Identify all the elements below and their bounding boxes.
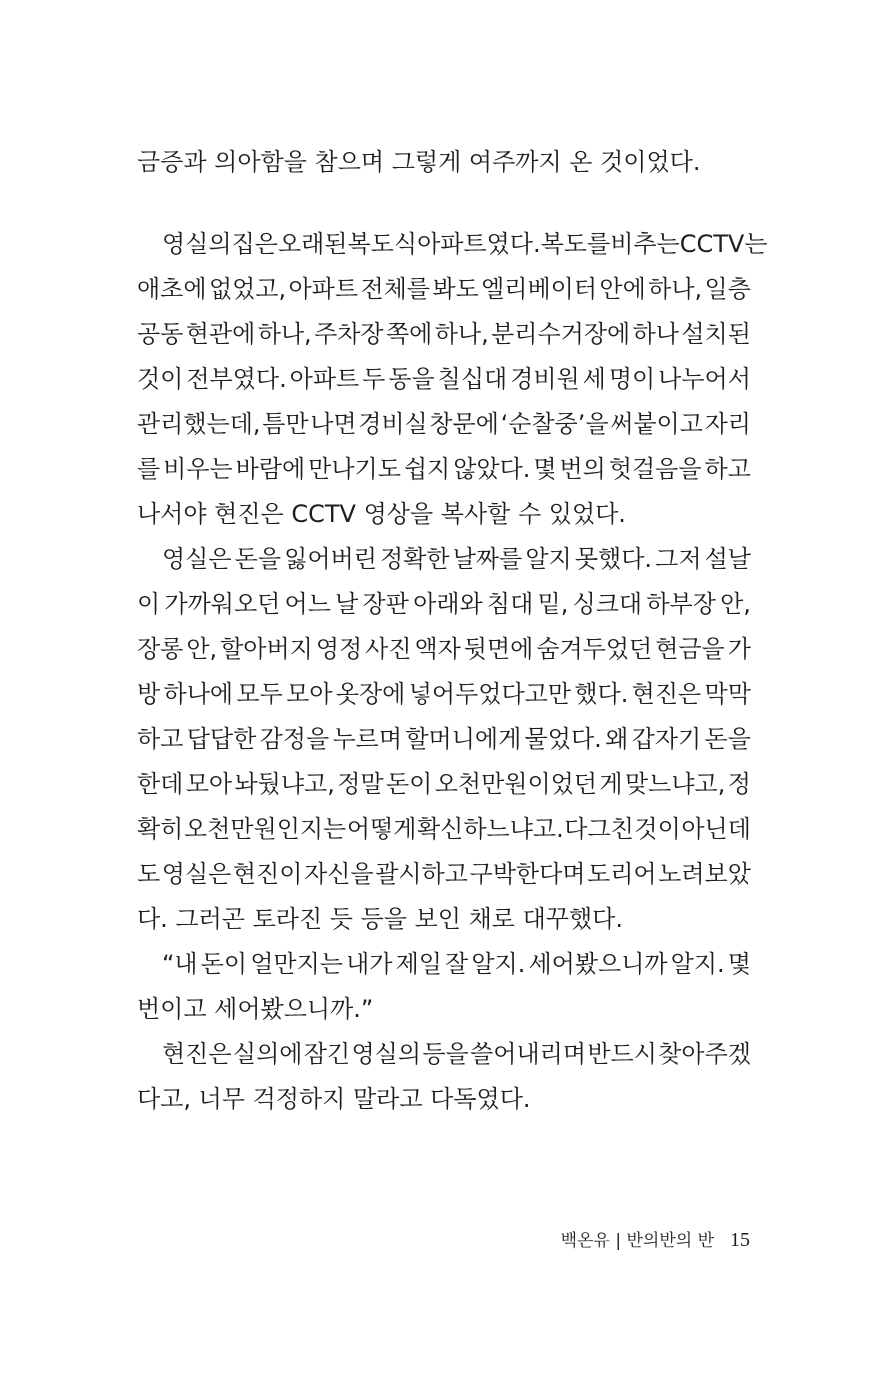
text-line: 방 하나에 모두 모아 옷장에 넣어두었다고만 했다. 현진은 막막 bbox=[137, 680, 751, 708]
text-line: 도 영실은 현진이 자신을 괄시하고 구박한다며 도리어 노려보았 bbox=[137, 860, 751, 888]
page-body bbox=[137, 140, 768, 1122]
text-line: 장롱 안, 할아버지 영정 사진 액자 뒷면에 숨겨두었던 현금을 가 bbox=[137, 635, 751, 663]
text-line: 것이 전부였다. 아파트 두 동을 칠십대 경비원 세 명이 나누어서 bbox=[137, 365, 751, 393]
page-footer bbox=[560, 1226, 750, 1252]
text-line: 를 비우는 바람에 만나기도 쉽지 않았다. 몇 번의 헛걸음을 하고 bbox=[137, 455, 751, 483]
text-line: 관리했는데, 틈만 나면 경비실 창문에 ‘순찰중’을 써붙이고 자리 bbox=[137, 410, 751, 438]
running-head: 백온유 | 반의반의 반 bbox=[560, 1231, 714, 1251]
text-line: “내 돈이 얼만지는 내가 제일 잘 알지. 세어봤으니까 알지. 몇 bbox=[162, 950, 751, 978]
text-line: 영실의 집은 오래된 복도식 아파트였다. 복도를 비추는 CCTV는 bbox=[162, 230, 768, 258]
text-line: 번이고 세어봤으니까.” bbox=[137, 995, 374, 1023]
text-line: 확히 오천만원인지는 어떻게 확신하느냐고. 다그친 것이 아닌데 bbox=[137, 815, 751, 843]
text-line: 애초에 없었고, 아파트 전체를 봐도 엘리베이터 안에 하나, 일층 bbox=[137, 275, 751, 303]
text-line: 현진은 실의에 잠긴 영실의 등을 쓸어내리며 반드시 찾아주겠 bbox=[162, 1040, 751, 1068]
page-number: 15 bbox=[730, 1229, 750, 1251]
text-line: 나서야 현진은 CCTV 영상을 복사할 수 있었다. bbox=[137, 500, 626, 528]
text-line: 금증과 의아함을 참으며 그렇게 여주까지 온 것이었다. bbox=[137, 148, 701, 176]
text-line: 하고 답답한 감정을 누르며 할머니에게 물었다. 왜 갑자기 돈을 bbox=[137, 725, 751, 753]
paragraph-gap bbox=[137, 185, 751, 222]
text-line: 한데 모아 놔뒀냐고, 정말 돈이 오천만원이었던 게 맞느냐고, 정 bbox=[137, 770, 751, 798]
text-line: 다. 그러곤 토라진 듯 등을 보인 채로 대꾸했다. bbox=[137, 905, 623, 933]
text-line: 공동 현관에 하나, 주차장 쪽에 하나, 분리수거장에 하나 설치된 bbox=[137, 320, 751, 348]
text-line: 영실은 돈을 잃어버린 정확한 날짜를 알지 못했다. 그저 설날 bbox=[162, 545, 751, 573]
text-line: 이 가까워오던 어느 날 장판 아래와 침대 밑, 싱크대 하부장 안, bbox=[137, 590, 751, 618]
text-line: 다고, 너무 걱정하지 말라고 다독였다. bbox=[137, 1085, 531, 1113]
